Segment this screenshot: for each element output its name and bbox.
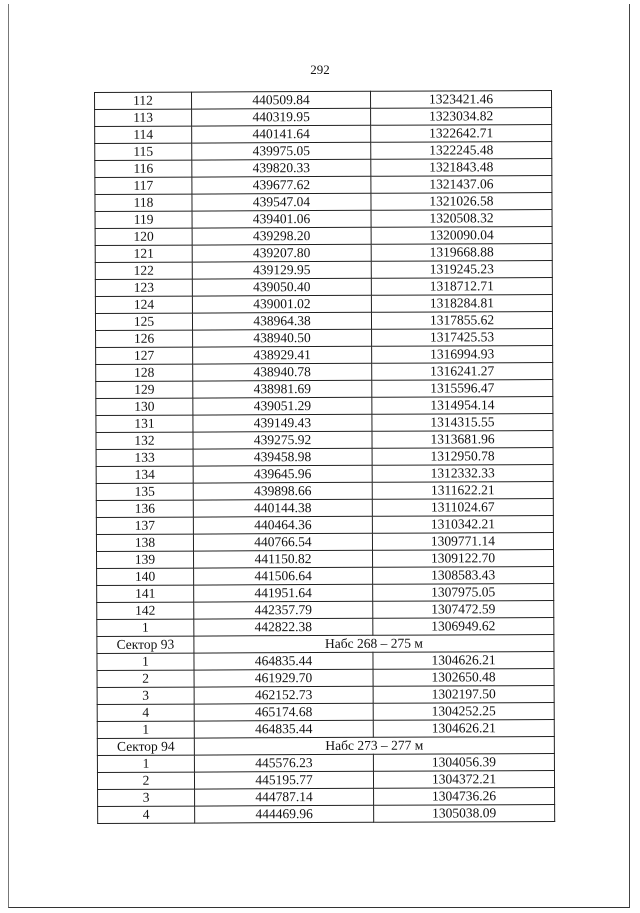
point-number-cell: 4 [97, 704, 194, 721]
point-number-cell: 138 [96, 534, 193, 551]
y-coordinate-cell: 1307472.59 [373, 600, 554, 618]
x-coordinate-cell: 439975.05 [192, 142, 371, 160]
point-number-cell: 125 [95, 313, 192, 330]
sector-header-row [97, 634, 554, 653]
x-coordinate-cell: 439458.98 [193, 448, 372, 466]
y-coordinate-cell: 1311024.67 [372, 498, 553, 516]
x-coordinate-cell: 441150.82 [194, 550, 373, 568]
point-number-cell: 112 [95, 92, 192, 109]
point-number-cell: 137 [96, 517, 193, 534]
point-number-cell: 118 [95, 194, 192, 211]
sector-header-row [97, 736, 554, 755]
x-coordinate-cell: 441506.64 [194, 567, 373, 585]
x-coordinate-cell: 439207.80 [192, 244, 371, 262]
y-coordinate-cell: 1304056.39 [373, 753, 554, 771]
point-number-cell: 142 [97, 602, 194, 619]
point-number-cell: 129 [96, 381, 193, 398]
point-number-cell: 139 [97, 551, 194, 568]
x-coordinate-cell: 445195.77 [194, 771, 373, 789]
point-number-cell: 124 [95, 296, 192, 313]
y-coordinate-cell: 1312332.33 [372, 465, 553, 483]
page-number: 292 [310, 62, 330, 77]
x-coordinate-cell: 440144.38 [193, 499, 372, 517]
point-number-cell: 133 [96, 449, 193, 466]
y-coordinate-cell: 1305038.09 [374, 804, 555, 822]
y-coordinate-cell: 1304252.25 [373, 702, 554, 720]
y-coordinate-cell: 1307975.05 [373, 583, 554, 601]
table-row [95, 312, 552, 331]
x-coordinate-cell: 464835.44 [194, 720, 373, 738]
x-coordinate-cell: 439001.02 [192, 295, 371, 313]
x-coordinate-cell: 442822.38 [194, 618, 373, 636]
coordinates-table [94, 90, 555, 824]
y-coordinate-cell: 1318712.71 [371, 278, 552, 296]
x-coordinate-cell: 462152.73 [194, 686, 373, 704]
y-coordinate-cell: 1304372.21 [373, 770, 554, 788]
table-row [96, 397, 553, 416]
point-number-cell: 114 [95, 126, 192, 143]
x-coordinate-cell: 440509.84 [192, 91, 371, 109]
table-row [95, 91, 552, 110]
point-number-cell: 127 [96, 347, 193, 364]
table-row [98, 804, 555, 823]
table-row [97, 549, 554, 568]
table-row [96, 465, 553, 484]
table-row [97, 753, 554, 772]
y-coordinate-cell: 1302197.50 [373, 685, 554, 703]
y-coordinate-cell: 1323421.46 [370, 91, 551, 109]
y-coordinate-cell: 1322245.48 [371, 142, 552, 160]
y-coordinate-cell: 1309771.14 [372, 532, 553, 550]
table-row [95, 210, 552, 229]
x-coordinate-cell: 438929.41 [193, 346, 372, 364]
table-row [95, 244, 552, 263]
y-coordinate-cell: 1315596.47 [372, 380, 553, 398]
point-number-cell: 120 [95, 228, 192, 245]
point-number-cell: 134 [96, 466, 193, 483]
x-coordinate-cell: 439275.92 [193, 431, 372, 449]
x-coordinate-cell: 461929.70 [194, 669, 373, 687]
y-coordinate-cell: 1306949.62 [373, 617, 554, 635]
x-coordinate-cell: 439298.20 [192, 227, 371, 245]
y-coordinate-cell: 1302650.48 [373, 668, 554, 686]
table-row [95, 227, 552, 246]
x-coordinate-cell: 438981.69 [193, 380, 372, 398]
point-number-cell: 141 [97, 585, 194, 602]
y-coordinate-cell: 1314315.55 [372, 414, 553, 432]
x-coordinate-cell: 439051.29 [193, 397, 372, 415]
point-number-cell: 113 [95, 109, 192, 126]
y-coordinate-cell: 1318284.81 [371, 295, 552, 313]
table-row [97, 600, 554, 619]
point-number-cell: 3 [98, 789, 195, 806]
table-row [96, 329, 553, 348]
table-row [97, 651, 554, 670]
table-row [96, 498, 553, 517]
x-coordinate-cell: 439050.40 [192, 278, 371, 296]
point-number-cell: 130 [96, 398, 193, 415]
y-coordinate-cell: 1312950.78 [372, 448, 553, 466]
table-row [95, 108, 552, 127]
y-coordinate-cell: 1323034.82 [371, 108, 552, 126]
table-row [97, 685, 554, 704]
point-number-cell: 136 [96, 500, 193, 517]
table-row [98, 787, 555, 806]
table-row [95, 295, 552, 314]
x-coordinate-cell: 440319.95 [192, 108, 371, 126]
x-coordinate-cell: 441951.64 [194, 584, 373, 602]
table-row [95, 125, 552, 144]
y-coordinate-cell: 1310342.21 [372, 515, 553, 533]
x-coordinate-cell: 440464.36 [193, 516, 372, 534]
y-coordinate-cell: 1322642.71 [371, 125, 552, 143]
point-number-cell: 3 [97, 687, 194, 704]
x-coordinate-cell: 444787.14 [195, 788, 374, 806]
table-row [96, 515, 553, 534]
table-row [97, 770, 554, 789]
x-coordinate-cell: 440141.64 [192, 125, 371, 143]
y-coordinate-cell: 1304626.21 [373, 719, 554, 737]
point-number-cell: 115 [95, 143, 192, 160]
y-coordinate-cell: 1309122.70 [373, 549, 554, 567]
y-coordinate-cell: 1314954.14 [372, 397, 553, 415]
point-number-cell: 2 [97, 772, 194, 789]
x-coordinate-cell: 439645.96 [193, 465, 372, 483]
y-coordinate-cell: 1319245.23 [371, 261, 552, 279]
y-coordinate-cell: 1304736.26 [374, 787, 555, 805]
table-row [97, 719, 554, 738]
point-number-cell: 123 [95, 279, 192, 296]
sector-name-cell: Сектор 93 [97, 636, 194, 653]
point-number-cell: 121 [95, 245, 192, 262]
point-number-cell: 119 [95, 211, 192, 228]
point-number-cell: 1 [97, 653, 194, 670]
table-row [96, 414, 553, 433]
y-coordinate-cell: 1321843.48 [371, 159, 552, 177]
x-coordinate-cell: 445576.23 [194, 754, 373, 772]
y-coordinate-cell: 1311622.21 [372, 482, 553, 500]
point-number-cell: 128 [96, 364, 193, 381]
table-row [96, 448, 553, 467]
y-coordinate-cell: 1320508.32 [371, 210, 552, 228]
y-coordinate-cell: 1316241.27 [372, 363, 553, 381]
table-row [97, 668, 554, 687]
height-range-cell: Набс 273 – 277 м [194, 736, 554, 755]
x-coordinate-cell: 439547.04 [192, 193, 371, 211]
point-number-cell: 1 [97, 755, 194, 772]
table-row [97, 583, 554, 602]
x-coordinate-cell: 439898.66 [193, 482, 372, 500]
point-number-cell: 4 [98, 806, 195, 823]
table-row [95, 142, 552, 161]
x-coordinate-cell: 438964.38 [192, 312, 371, 330]
table-row [97, 702, 554, 721]
table-row [95, 261, 552, 280]
table-row [95, 159, 552, 178]
point-number-cell: 135 [96, 483, 193, 500]
table-row [96, 532, 553, 551]
x-coordinate-cell: 439129.95 [192, 261, 371, 279]
y-coordinate-cell: 1319668.88 [371, 244, 552, 262]
x-coordinate-cell: 438940.78 [193, 363, 372, 381]
y-coordinate-cell: 1313681.96 [372, 431, 553, 449]
point-number-cell: 117 [95, 177, 192, 194]
x-coordinate-cell: 444469.96 [195, 805, 374, 823]
table-row [96, 482, 553, 501]
x-coordinate-cell: 439820.33 [192, 159, 371, 177]
x-coordinate-cell: 440766.54 [193, 533, 372, 551]
table-row [97, 617, 554, 636]
y-coordinate-cell: 1308583.43 [373, 566, 554, 584]
point-number-cell: 131 [96, 415, 193, 432]
table-row [96, 380, 553, 399]
point-number-cell: 140 [97, 568, 194, 585]
table-row [96, 431, 553, 450]
y-coordinate-cell: 1304626.21 [373, 651, 554, 669]
table-row [95, 193, 552, 212]
table-row [95, 278, 552, 297]
height-range-cell: Набс 268 – 275 м [194, 634, 554, 653]
point-number-cell: 116 [95, 160, 192, 177]
x-coordinate-cell: 439677.62 [192, 176, 371, 194]
point-number-cell: 126 [96, 330, 193, 347]
y-coordinate-cell: 1321437.06 [371, 176, 552, 194]
table-row [95, 176, 552, 195]
x-coordinate-cell: 438940.50 [193, 329, 372, 347]
sector-name-cell: Сектор 94 [97, 738, 194, 755]
x-coordinate-cell: 465174.68 [194, 703, 373, 721]
y-coordinate-cell: 1317425.53 [372, 329, 553, 347]
point-number-cell: 1 [97, 619, 194, 636]
x-coordinate-cell: 442357.79 [194, 601, 373, 619]
point-number-cell: 1 [97, 721, 194, 738]
point-number-cell: 2 [97, 670, 194, 687]
y-coordinate-cell: 1316994.93 [372, 346, 553, 364]
point-number-cell: 122 [95, 262, 192, 279]
table-row [97, 566, 554, 585]
table-row [96, 346, 553, 365]
x-coordinate-cell: 439149.43 [193, 414, 372, 432]
table-body [95, 91, 555, 824]
y-coordinate-cell: 1320090.04 [371, 227, 552, 245]
y-coordinate-cell: 1321026.58 [371, 193, 552, 211]
x-coordinate-cell: 464835.44 [194, 652, 373, 670]
y-coordinate-cell: 1317855.62 [371, 312, 552, 330]
table-row [96, 363, 553, 382]
point-number-cell: 132 [96, 432, 193, 449]
x-coordinate-cell: 439401.06 [192, 210, 371, 228]
